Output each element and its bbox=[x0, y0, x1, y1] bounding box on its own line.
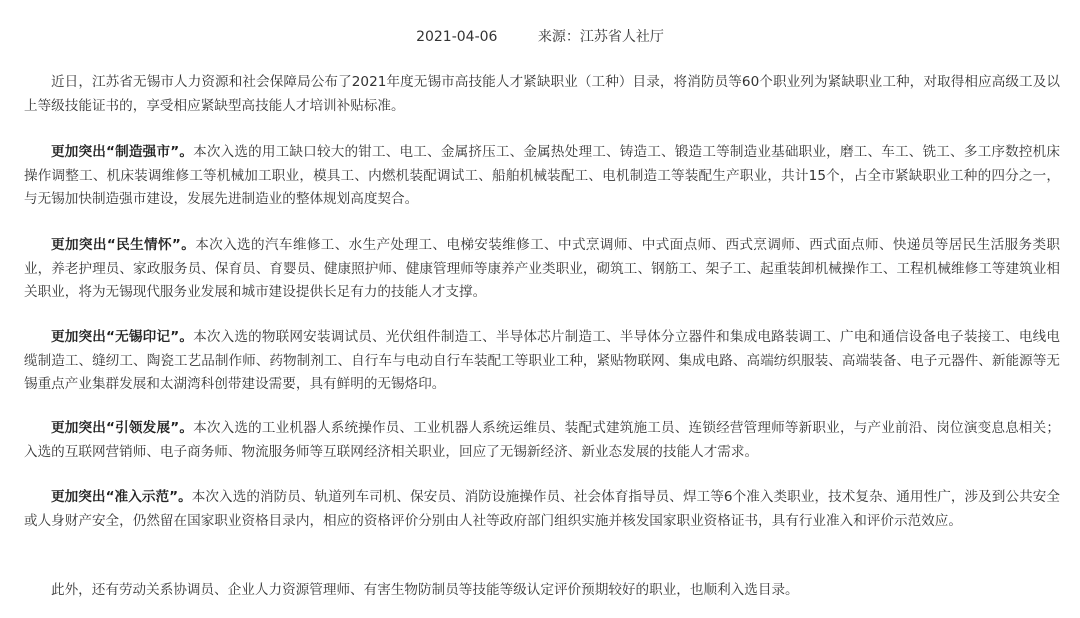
section-lead: 更加突出“无锡印记”。 bbox=[51, 329, 194, 345]
section-paragraph-livelihood bbox=[24, 234, 1060, 305]
section-paragraph-manufacturing bbox=[24, 141, 1060, 212]
section-paragraph-access-demonstration bbox=[24, 486, 1060, 533]
intro-paragraph: 近日，江苏省无锡市人力资源和社会保障局公布了2021年度无锡市高技能人才紧缺职业（工种）目录，将消防员等60个职业列为紧缺职业工种，对取得相应高级工及以上等级技能证书的，享受相应紧缺型高技能人才培训补贴标准。 bbox=[24, 74, 1060, 114]
closing-paragraph: 此外，还有劳动关系协调员、企业人力资源管理师、有害生物防制员等技能等级认定评价预期较好的职业，也顺利入选目录。 bbox=[51, 582, 799, 598]
section-lead: 更加突出“引领发展”。 bbox=[51, 420, 194, 436]
publish-date: 2021-04-06 bbox=[416, 29, 498, 45]
section-text: 本次入选的工业机器人系统操作员、工业机器人系统运维员、装配式建筑施工员、连锁经营管理师等新职业，与产业前沿、岗位演变息息相关；入选的互联网营销师、电子商务师、物流服务师等互联网经济相关职业，回应了无锡新经济、新业态发展的技能人才需求。 bbox=[24, 420, 1060, 460]
section-text: 本次入选的汽车维修工、水生产处理工、电梯安装维修工、中式烹调师、中式面点师、西式烹调师、西式面点师、快递员等居民生活服务类职业，养老护理员、家政服务员、保育员、育婴员、健康照护师、健康管理师等康养产业类职业，砌筑工、钢筋工、架子工、起重装卸机械操作工、工程机械维修工等建筑业相关职业，将为无锡现代服务业发展和城市建设提供长足有力的技能人才支撑。 bbox=[24, 237, 1060, 300]
section-lead: 更加突出“民生情怀”。 bbox=[51, 237, 196, 253]
article-source: 来源：江苏省人社厅 bbox=[537, 29, 664, 45]
section-text: 本次入选的消防员、轨道列车司机、保安员、消防设施操作员、社会体育指导员、焊工等6个准入类职业，技术复杂、通用性广，涉及到公共安全或人身财产安全，仍然留在国家职业资格目录内，相应的资格评价分别由人社等政府部门组织实施并核发国家职业资格证书，具有行业准入和评价示范效应。 bbox=[24, 489, 1060, 529]
section-text: 本次入选的物联网安装调试员、光伏组件制造工、半导体芯片制造工、半导体分立器件和集成电路装调工、广电和通信设备电子装接工、电线电缆制造工、缝纫工、陶瓷工艺品制作师、药物制剂工、自行车与电动自行车装配工等职业工种，紧贴物联网、集成电路、高端纺织服装、高端装备、电子元器件、新能源等无锡重点产业集群发展和太湖湾科创带建设需要，具有鲜明的无锡烙印。 bbox=[24, 329, 1060, 392]
article-meta bbox=[0, 26, 1080, 48]
section-paragraph-leading-development bbox=[24, 417, 1060, 464]
section-paragraph-wuxi-mark bbox=[24, 326, 1060, 397]
section-text: 本次入选的用工缺口较大的钳工、电工、金属挤压工、金属热处理工、铸造工、锻造工等制造业基础职业，磨工、车工、铣工、多工序数控机床操作调整工、机床装调维修工等机械加工职业，模具工、内燃机装配调试工、船舶机械装配工、电机制造工等装配生产职业，共计15个，占全市紧缺职业工种的四分之一，与无锡加快制造强市建设，发展先进制造业的整体规划高度契合。 bbox=[24, 144, 1060, 207]
section-lead: 更加突出“准入示范”。 bbox=[51, 489, 192, 505]
section-lead: 更加突出“制造强市”。 bbox=[51, 144, 194, 160]
